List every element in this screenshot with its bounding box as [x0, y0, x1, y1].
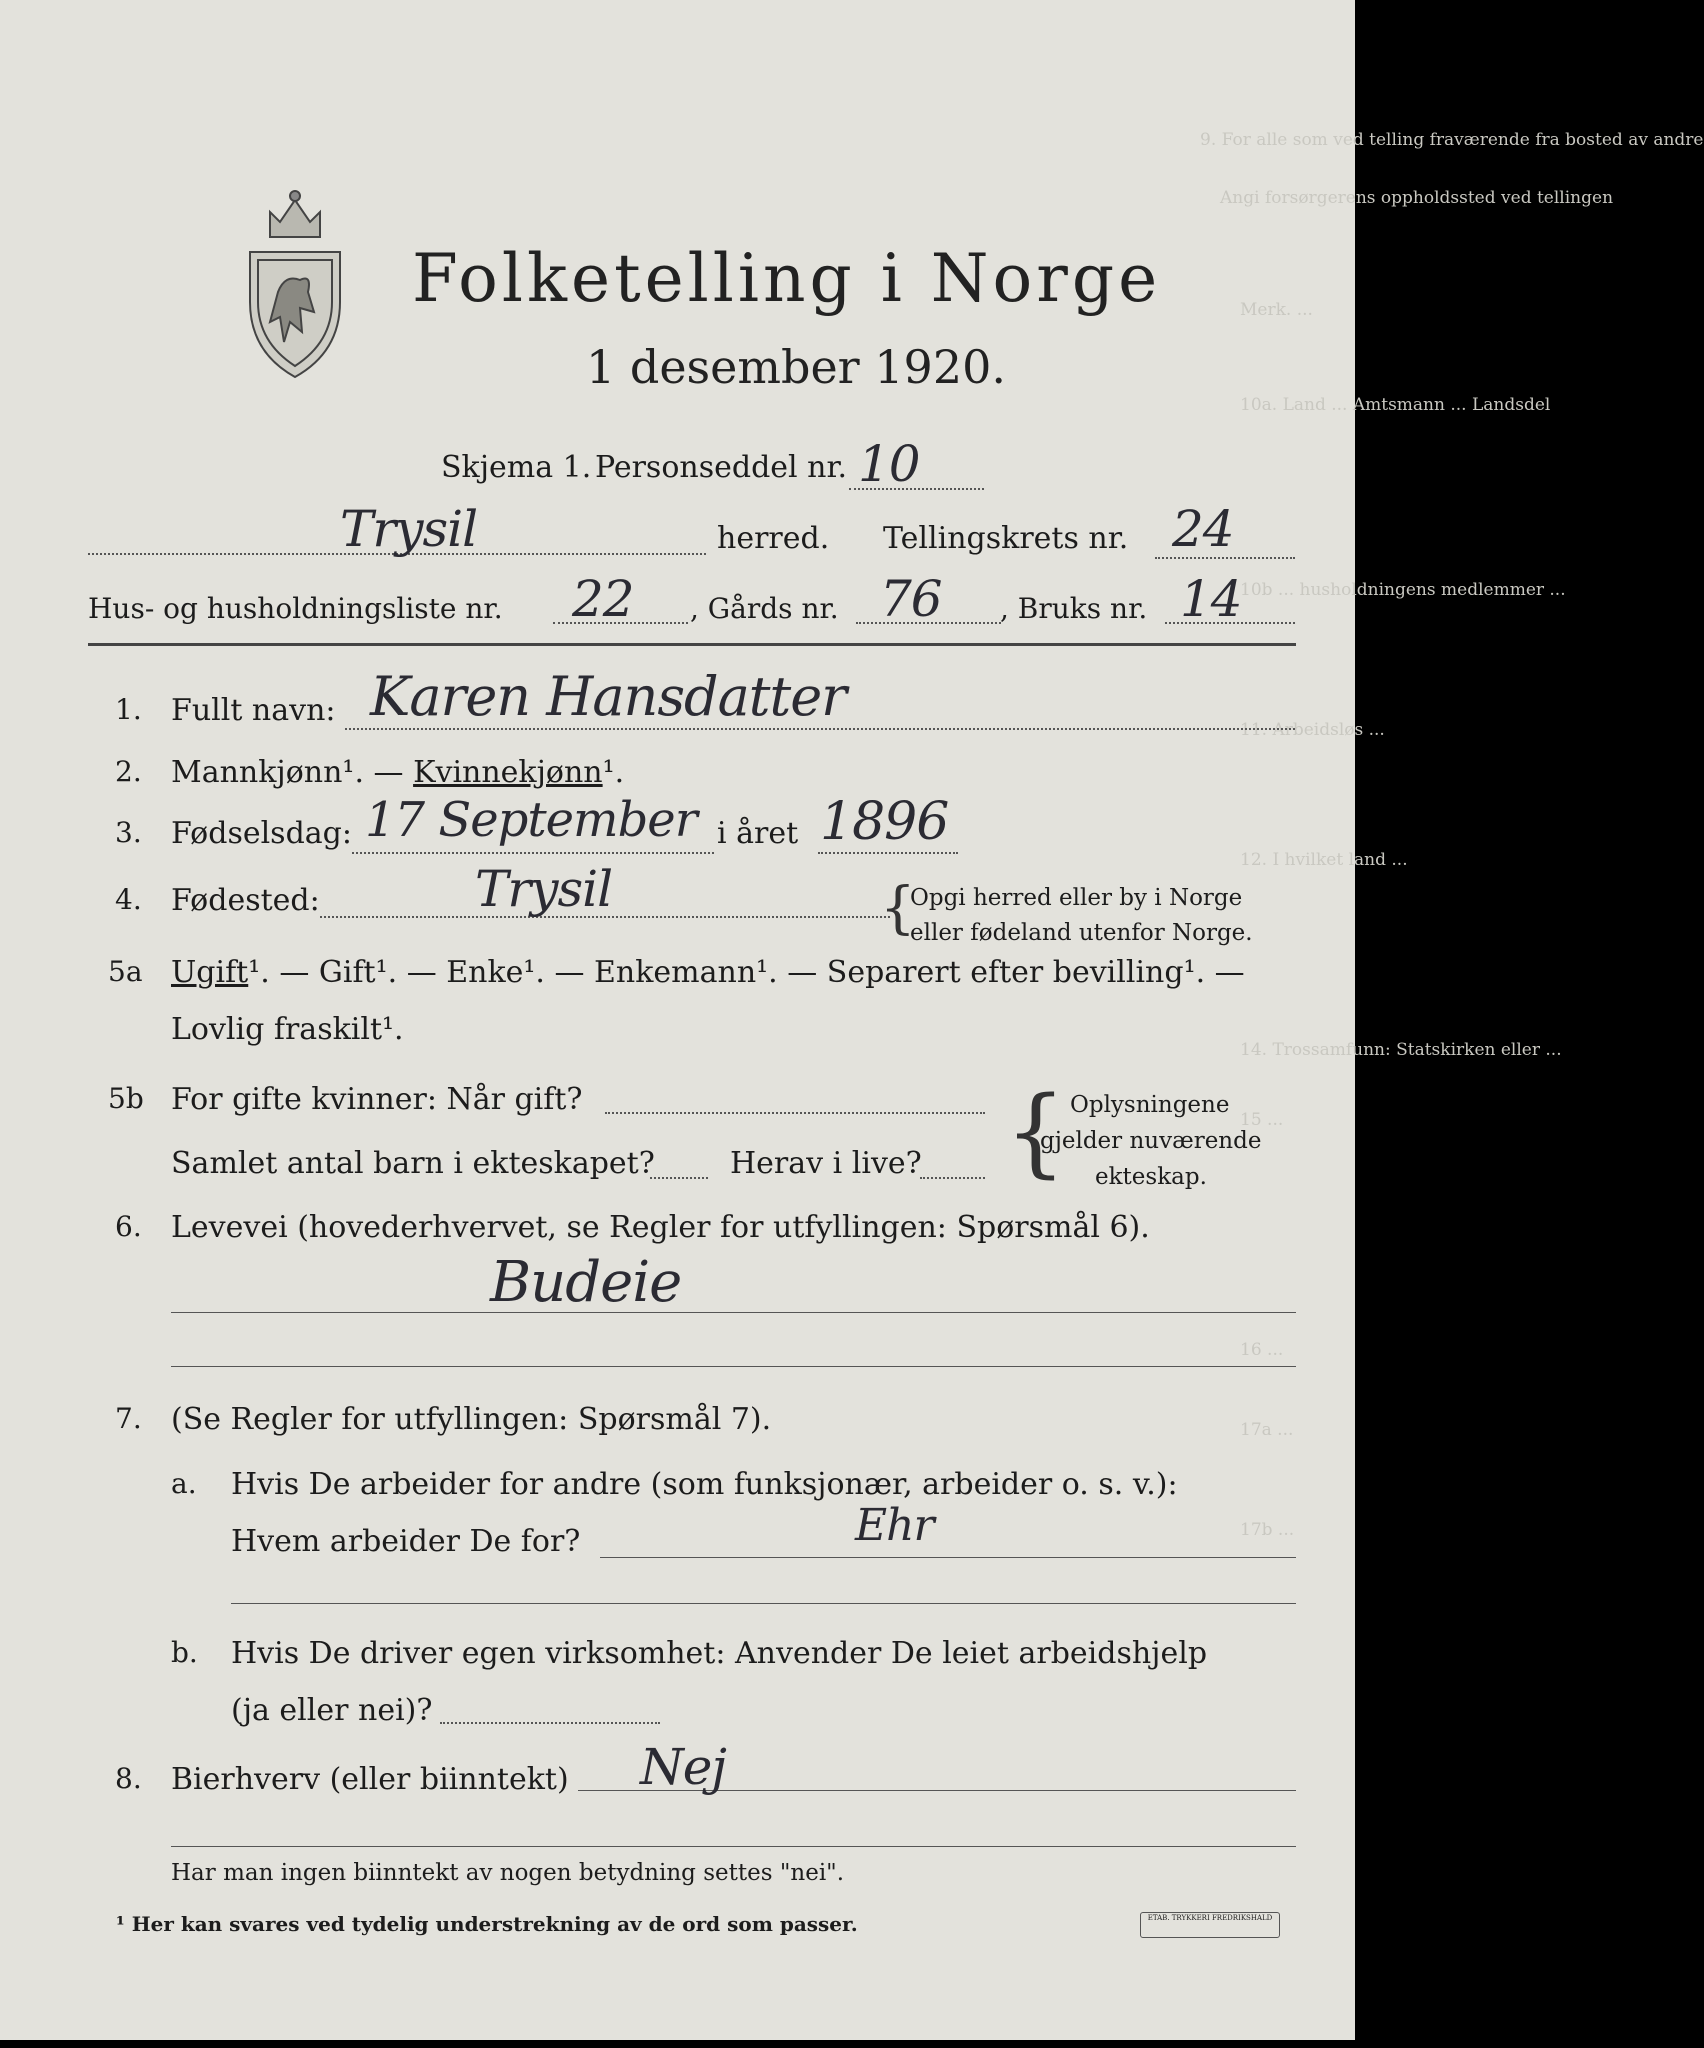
q6-label: Levevei (hovederhvervet, se Regler for utfyllingen: Spørsmål 6).	[171, 1210, 1150, 1245]
q5a-line2: Lovlig fraskilt¹.	[171, 1012, 404, 1047]
q5a-options: Ugift¹. — Gift¹. — Enke¹. — Enkemann¹. — Separert efter bevilling¹. —	[171, 955, 1245, 990]
q5b-label-1: For gifte kvinner: Når gift?	[171, 1082, 583, 1117]
q7b-line-2: (ja eller nei)?	[231, 1693, 433, 1728]
q4-note-2: eller fødeland utenfor Norge.	[910, 920, 1253, 946]
herred-value: Trysil	[340, 500, 478, 558]
q5b-note-1: Oplysningene	[1070, 1092, 1230, 1118]
q6-value: Budeie	[490, 1250, 682, 1315]
q7a-value: Ehr	[855, 1500, 934, 1551]
q7a-answer-line	[600, 1557, 1296, 1558]
norwegian-coat-of-arms-icon	[240, 182, 350, 382]
q4-label: Fødested:	[171, 883, 320, 918]
footnote-1: ¹ Her kan svares ved tydelig understrekning av de ord som passer.	[116, 1912, 858, 1936]
q3-number: 3.	[115, 816, 142, 849]
q7b-number: b.	[171, 1636, 198, 1669]
q2-male: Mannkjønn¹.	[171, 755, 364, 790]
q3-date-line	[352, 852, 714, 854]
footnote-separator	[171, 1846, 1296, 1847]
q5b-label-3: Herav i live?	[730, 1146, 922, 1181]
q1-label: Fullt navn:	[171, 693, 336, 728]
q4-brace: {	[880, 876, 916, 941]
census-date: 1 desember 1920.	[586, 340, 1006, 394]
q4-note-1: Opgi herred eller by i Norge	[910, 885, 1243, 911]
form-title: Folketelling i Norge	[412, 240, 1162, 317]
q6-line-1	[171, 1312, 1296, 1313]
q8-value: Nej	[640, 1738, 726, 1796]
q3-label: Fødselsdag:	[171, 816, 352, 851]
q5a-number: 5a	[108, 955, 143, 988]
tellingskrets-value: 24	[1172, 500, 1234, 558]
q5b-children-line	[650, 1177, 708, 1179]
q3-year-line	[818, 852, 958, 854]
tellingskrets-label: Tellingskrets nr.	[883, 521, 1129, 556]
q5b-note-2: gjelder nuværende	[1040, 1128, 1262, 1154]
q1-value: Karen Hansdatter	[370, 665, 846, 728]
header-separator	[88, 643, 1296, 646]
q3-year-value: 1896	[820, 792, 949, 852]
bruks-label: , Bruks nr.	[1000, 592, 1148, 625]
q2-options: Mannkjønn¹. — Kvinnekjønn¹.	[171, 755, 625, 790]
personseddel-label: Personseddel nr.	[595, 450, 848, 485]
q2-number: 2.	[115, 755, 142, 788]
q1-line	[345, 728, 1295, 730]
q6-line-2	[171, 1366, 1296, 1367]
q5b-note-3: ekteskap.	[1095, 1164, 1207, 1190]
q7a-number: a.	[171, 1467, 197, 1500]
q4-number: 4.	[115, 883, 142, 916]
q5b-label-2: Samlet antal barn i ekteskapet?	[171, 1146, 655, 1181]
bruks-value: 14	[1180, 570, 1242, 628]
personseddel-value: 10	[858, 435, 920, 493]
husliste-label: Hus- og husholdningsliste nr.	[88, 592, 503, 625]
q1-number: 1.	[115, 693, 142, 726]
q7-number: 7.	[115, 1402, 142, 1435]
q7b-answer-line	[440, 1722, 660, 1724]
herred-label: herred.	[717, 521, 830, 556]
q4-value: Trysil	[475, 860, 613, 918]
q3-value: 17 September	[365, 792, 697, 848]
q2-female-underlined: Kvinnekjønn	[413, 755, 603, 790]
gards-label: , Gårds nr.	[690, 592, 839, 625]
printer-stamp: ETAB. TRYKKERI FREDRIKSHALD	[1140, 1912, 1280, 1938]
q6-number: 6.	[115, 1210, 142, 1243]
q5b-when-line	[605, 1112, 985, 1114]
q5b-number: 5b	[108, 1082, 144, 1115]
footnote-main: Har man ingen biinntekt av nogen betydning settes "nei".	[171, 1860, 845, 1886]
q5a-ugift-underlined: Ugift	[171, 955, 249, 990]
q7a-extra-line	[231, 1603, 1296, 1604]
husliste-value: 22	[572, 570, 634, 628]
q7a-line-2: Hvem arbeider De for?	[231, 1524, 581, 1559]
census-form-page: 9. For alle som ved telling fraværende fra bosted av andre Angi forsørgerens oppholdssted ved tellingen Merk. ... 10a. Land ... Amtsmann ... Landsdel 10b ... husholdningens medlemmer ... 11. Arbeidsløs ... 12. I hvilket land ... 14. Trossamfunn: Statskirken eller ... 15 ... 16 ... 17a ... 17b ... Folketelling i Norge 1 desember 1920. Skjema 1. Personseddel nr. 10 Trysil herred. Tellingskrets nr. 24 Hus- og husholdningsliste nr. 22 , Gårds nr. 76 , Bruks nr. 14 1. Fullt navn: Karen Hansdatter 2. Mannkjønn¹. — Kvinnekjønn¹. 3. Fødselsdag: 17 September i året 1896 4. Fødested: Trysil { Opgi herred eller by i Norge eller fødeland utenfor Norge. 5a Ugift¹. — Gift¹. — Enke¹. — Enkemann¹. — Separert efter bevilling¹. — Lovlig fraskilt¹. 5b For gifte kvinner: Når gift? Samlet antal barn i ekteskapet? Herav i live? { Oplysningene gjelder nuværende ekteskap. 6. Levevei (hovederhvervet, se Regler for utfyllingen: Spørsmål 6). Budeie 7. (Se Regler for utfyllingen: Spørsmål 7). a. Hvis De arbeider for andre (som funksjonær, arbeider o. s. v.): Hvem arbeider De for? Ehr b. Hvis De driver egen virksomhet: Anvender De leiet arbeidshjelp (ja eller nei)? 8. Bierhverv (eller biinntekt) Nej Har man ingen biinntekt av nogen betydning settes "nei". ¹ Her kan svares ved tydelig understrekning av de ord som passer. ETAB. TRYKKERI FREDRIKSHALD	[0, 0, 1355, 2040]
q8-number: 8.	[115, 1762, 142, 1795]
q8-label: Bierhverv (eller biinntekt)	[171, 1762, 569, 1797]
q5b-brace: {	[1005, 1076, 1067, 1188]
q7b-line-1: Hvis De driver egen virksomhet: Anvender De leiet arbeidshjelp	[231, 1636, 1208, 1671]
q7a-line-1: Hvis De arbeider for andre (som funksjonær, arbeider o. s. v.):	[231, 1467, 1178, 1502]
skjema-label: Skjema 1.	[441, 450, 592, 485]
q5b-alive-line	[920, 1177, 985, 1179]
gards-value: 76	[880, 570, 942, 628]
q3-year-label: i året	[717, 816, 799, 851]
q7-label: (Se Regler for utfyllingen: Spørsmål 7).	[171, 1402, 772, 1437]
